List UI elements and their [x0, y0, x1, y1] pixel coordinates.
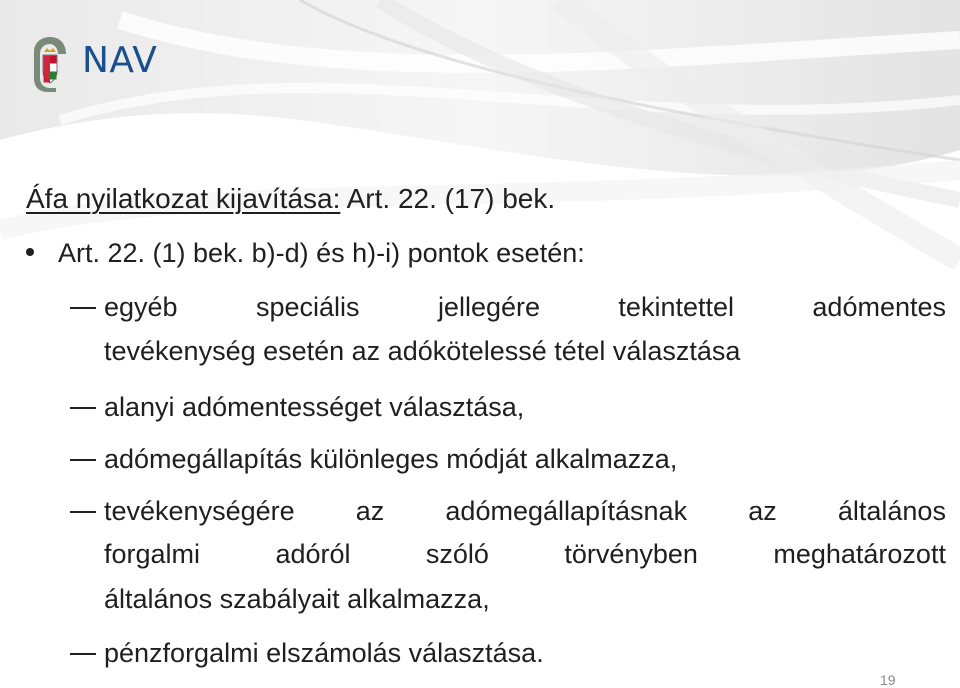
dash-icon	[70, 459, 96, 461]
word: adóról	[275, 539, 351, 569]
slide-title	[26, 182, 555, 216]
bullet-item	[26, 236, 585, 270]
list-item-line: alanyi adómentességet választása,	[104, 392, 525, 422]
word: forgalmi	[104, 539, 201, 569]
dash-icon	[70, 407, 96, 409]
word: szóló	[425, 539, 489, 569]
bullet-text: Art. 22. (1) bek. b)-d) és h)-i) pontok esetén:	[58, 238, 585, 268]
word: törvényben	[564, 539, 698, 569]
slide-title-underlined: Áfa nyilatkozat kijavítása:	[26, 183, 341, 214]
list-item-line	[104, 290, 946, 324]
word: egyéb	[104, 292, 178, 322]
nav-logo-icon	[26, 34, 70, 94]
word: az	[355, 496, 385, 526]
list-item-line	[104, 537, 946, 571]
word: jellegére	[437, 292, 541, 322]
list-item-line: pénzforgalmi elszámolás választása.	[104, 638, 544, 668]
word: meghatározott	[773, 539, 946, 569]
brand-name: NAV	[82, 40, 158, 81]
word: az	[748, 496, 777, 526]
word: tekintettel	[618, 292, 734, 322]
word: speciális	[255, 292, 360, 322]
list-item-line	[104, 494, 946, 528]
word: általános	[837, 496, 946, 526]
word: adómentes	[812, 292, 946, 322]
page-number: 19	[880, 672, 896, 688]
bullet-dot-icon	[26, 248, 34, 256]
dash-icon	[70, 511, 96, 513]
list-item-line: tevékenység esetén az adókötelessé tétel választása	[104, 336, 741, 366]
dash-icon	[70, 653, 96, 655]
list-item-line: általános szabályait alkalmazza,	[104, 584, 490, 614]
word: tevékenységére	[104, 496, 295, 526]
word: adómegállapításnak	[445, 496, 688, 526]
list-item-line: adómegállapítás különleges módját alkalmazza,	[104, 444, 678, 474]
slide-title-reference: Art. 22. (17) bek.	[346, 183, 556, 214]
dash-icon	[70, 307, 96, 309]
